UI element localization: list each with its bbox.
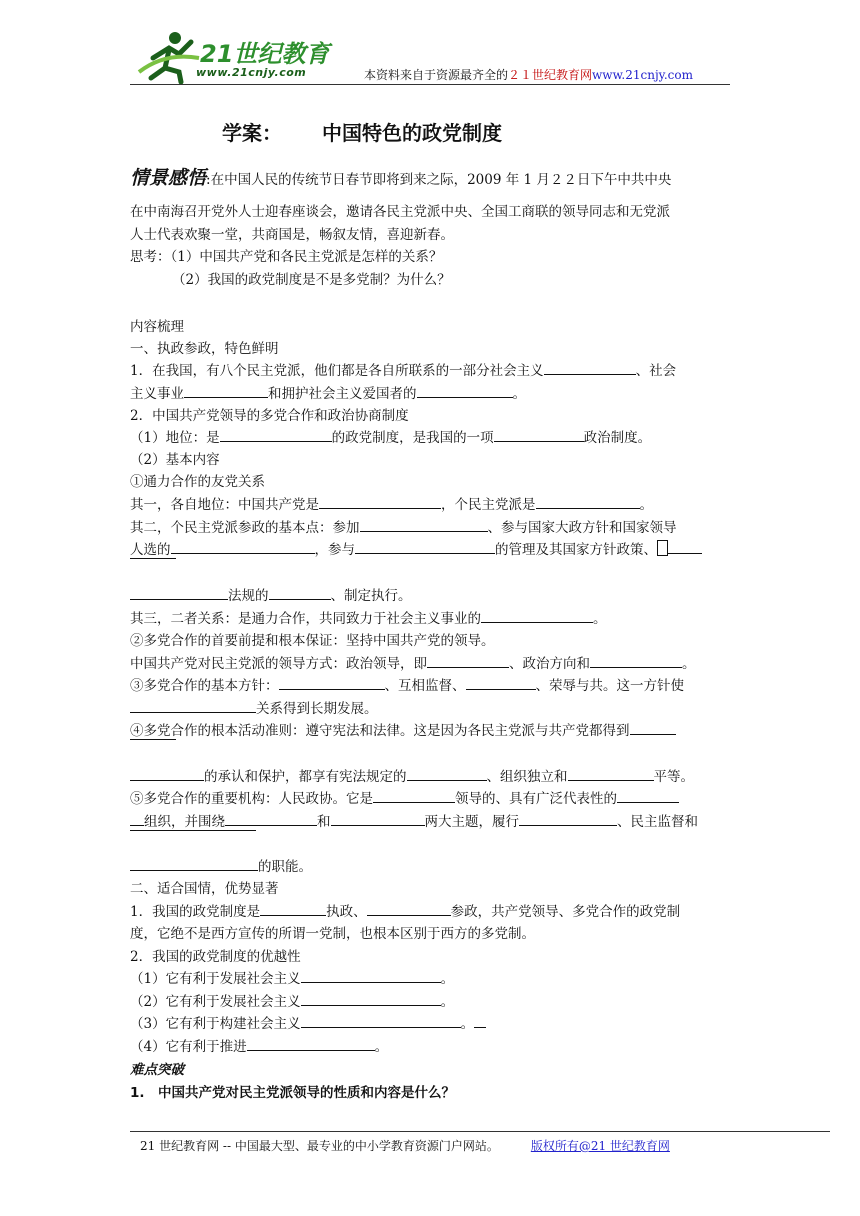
leadership-line: 中国共产党对民主党派的领导方式：政治领导，即 、政治方向和 。 [130,652,696,672]
norm-line-2: 的承认和保护，都享有宪法规定的 、组织独立和 平等。 [130,765,694,785]
advantage-2: （2）它有利于发展社会主义 。 [130,990,454,1010]
participation-line-2: 人选的 ，参与 的管理及其国家方针政策、 [130,538,702,558]
advantage-title: 2．我国的政党制度的优越性 [130,949,301,965]
intro-line-2: 在中南海召开党外人士迎春座谈会，邀请各民主党派中央、全国工商联的领导同志和无党派 [130,204,670,220]
advantage-4: （4）它有利于推进 。 [130,1035,388,1055]
section-heading: 内容梳理 [130,319,184,335]
item-2-title: 2．中国共产党领导的多党合作和政治协商制度 [130,408,409,424]
principle-line-1: ③多党合作的基本方针： 、互相监督、 、荣辱与共。这一方针使 [130,674,684,694]
header-link[interactable]: www.21cnjy.com [592,68,693,82]
positions-line: 其一，各自地位：中国共产党是 ，个民主党派是 。 [130,493,653,513]
system-line-1: 1．我国的政党制度是 执政、 参政，共产党领导、多党合作的政党制 [130,900,680,920]
cppcc-line-3: 的职能。 [130,855,312,875]
header-divider [130,84,730,85]
intro-line-3: 人士代表欢聚一堂，共商国是，畅叙友情，喜迎新春。 [130,227,454,243]
cppcc-line-2: 组织，并围绕 和 两大主题，履行 、民主监督和 [130,810,698,830]
difficulty-heading: 难点突破 [130,1062,184,1078]
question-2: （2）我国的政党制度是不是多党制？为什么？ [172,272,451,288]
sub-1-title: ①通力合作的友党关系 [130,474,265,490]
system-line-2: 度，它绝不是西方宣传的所谓一党制，也根本区别于西方的多党制。 [130,926,535,942]
placeholder-box-icon [657,540,668,556]
section-2-title: 二、适合国情，优势显著 [130,881,279,897]
intro-line-1: 情景感悟:在中国人民的传统节日春节即将到来之际，2009 年 1 月２２日下午中共中央 [130,167,672,189]
logo-url: www.21cnjy.com [196,66,307,79]
participation-line-1: 其二，个民主党派参政的基本点：参加 、参与国家大政方针和国家领导 [130,516,677,536]
status-line: （1）地位：是 的政党制度，是我国的一项 政治制度。 [130,426,651,446]
participation-line-3: 法规的 、制定执行。 [130,584,412,604]
footer: 21 世纪教育网 -- 中国最大型、最专业的中小学教育资源门户网站。 版权所有@21 世纪教育网 [140,1139,670,1153]
continuation-underline [130,830,256,831]
header-note: 本资料来自于资源最齐全的２１世纪教育网www.21cnjy.com [364,68,693,82]
footer-divider [130,1131,830,1132]
sub-2-title: ②多党合作的首要前提和根本保证：坚持中国共产党的领导。 [130,633,495,649]
page-title: 学案： 中国特色的政党制度 [222,121,502,145]
item-1-line-2: 主义事业 和拥护社会主义爱国者的 。 [130,382,526,402]
basic-content-title: （2）基本内容 [130,452,220,468]
runner-logo-icon [135,28,205,84]
norm-line-1: ④多党合作的根本活动准则：遵守宪法和法律。这是因为各民主党派与共产党都得到 [130,719,676,739]
question-1: 思考：（1）中国共产党和各民主党派是怎样的关系？ [130,249,443,265]
relationship-line: 其三，二者关系：是通力合作，共同致力于社会主义事业的 。 [130,607,607,627]
logo-text: 21世纪教育 [200,40,330,68]
continuation-underline [130,558,176,559]
advantage-1: （1）它有利于发展社会主义 。 [130,967,454,987]
section-1-title: 一、执政参政，特色鲜明 [130,341,279,357]
item-1-line-1: 1．在我国，有八个民主党派，他们都是各自所联系的一部分社会主义 、社会 [130,359,676,379]
difficulty-question-1: 1. 中国共产党对民主党派领导的性质和内容是什么？ [130,1085,456,1101]
copyright-link[interactable]: 版权所有@21 世纪教育网 [530,1139,670,1153]
cppcc-line-1: ⑤多党合作的重要机构：人民政协。它是 领导的、具有广泛代表性的 [130,787,679,807]
continuation-underline [130,739,176,740]
advantage-3: （3）它有利于构建社会主义 。 [130,1012,486,1032]
principle-line-2: 关系得到长期发展。 [130,697,378,717]
